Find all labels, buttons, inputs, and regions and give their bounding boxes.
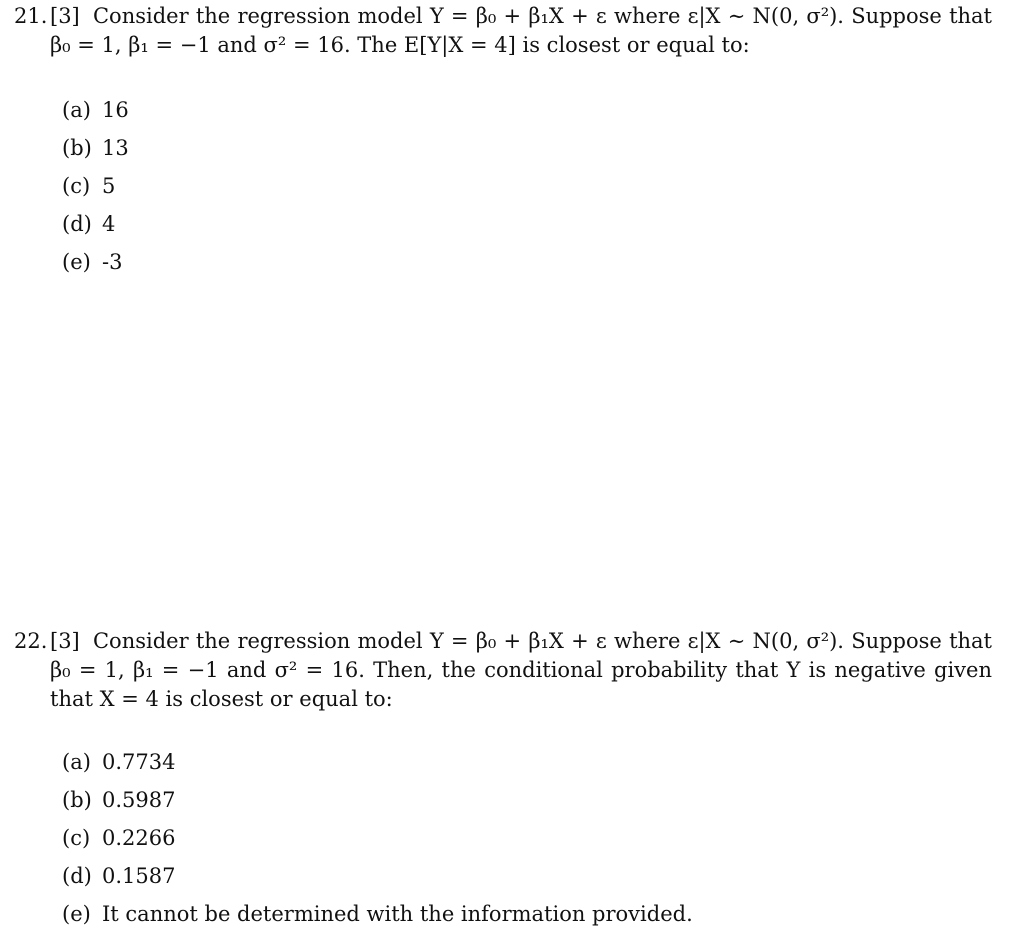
- option-label: (a): [62, 750, 91, 774]
- question-text: Consider the regression model Y = β₀ + β₁X + ε where ε|X ∼ N(0, σ²). Suppose that β₀ = 1, β₁ = −1 and σ² = 16. The E[Y|X = 4] is closest or equal to:: [50, 4, 992, 57]
- question-number: 22.: [14, 629, 48, 653]
- question-text: Consider the regression model Y = β₀ + β₁X + ε where ε|X ∼ N(0, σ²). Suppose that β₀ = 1, β₁ = −1 and σ² = 16. Then, the conditional probability that Y is negative given that X = 4 is closest or equal to:: [50, 629, 992, 711]
- option-text: 5: [102, 174, 116, 198]
- option-label: (a): [62, 98, 91, 122]
- option-text: 0.1587: [102, 864, 176, 888]
- answer-options: [14, 91, 992, 281]
- question-21: [14, 2, 992, 281]
- option-text: 4: [102, 212, 116, 236]
- option-text: 0.7734: [102, 750, 176, 774]
- answer-options: [14, 743, 992, 933]
- question-stem: [14, 627, 992, 714]
- option-label: (b): [62, 788, 92, 812]
- answer-option-e[interactable]: [62, 243, 992, 281]
- answer-option-b[interactable]: [62, 781, 992, 819]
- option-label: (e): [62, 902, 91, 926]
- option-label: (b): [62, 136, 92, 160]
- answer-option-c[interactable]: [62, 819, 992, 857]
- option-label: (e): [62, 250, 91, 274]
- answer-option-a[interactable]: [62, 743, 992, 781]
- question-stem: [14, 2, 992, 60]
- question-points: [3]: [50, 4, 80, 28]
- option-text: 16: [102, 98, 129, 122]
- question-number: 21.: [14, 4, 48, 28]
- answer-option-a[interactable]: [62, 91, 992, 129]
- option-label: (d): [62, 212, 92, 236]
- answer-option-e[interactable]: [62, 895, 992, 933]
- option-text: -3: [102, 250, 123, 274]
- question-22: [14, 627, 992, 933]
- answer-option-d[interactable]: [62, 857, 992, 895]
- answer-option-d[interactable]: [62, 205, 992, 243]
- question-points: [3]: [50, 629, 80, 653]
- option-text: 0.2266: [102, 826, 176, 850]
- option-text: It cannot be determined with the information provided.: [102, 902, 693, 926]
- option-label: (c): [62, 174, 91, 198]
- option-text: 13: [102, 136, 129, 160]
- option-text: 0.5987: [102, 788, 176, 812]
- answer-option-b[interactable]: [62, 129, 992, 167]
- option-label: (d): [62, 864, 92, 888]
- answer-option-c[interactable]: [62, 167, 992, 205]
- option-label: (c): [62, 826, 91, 850]
